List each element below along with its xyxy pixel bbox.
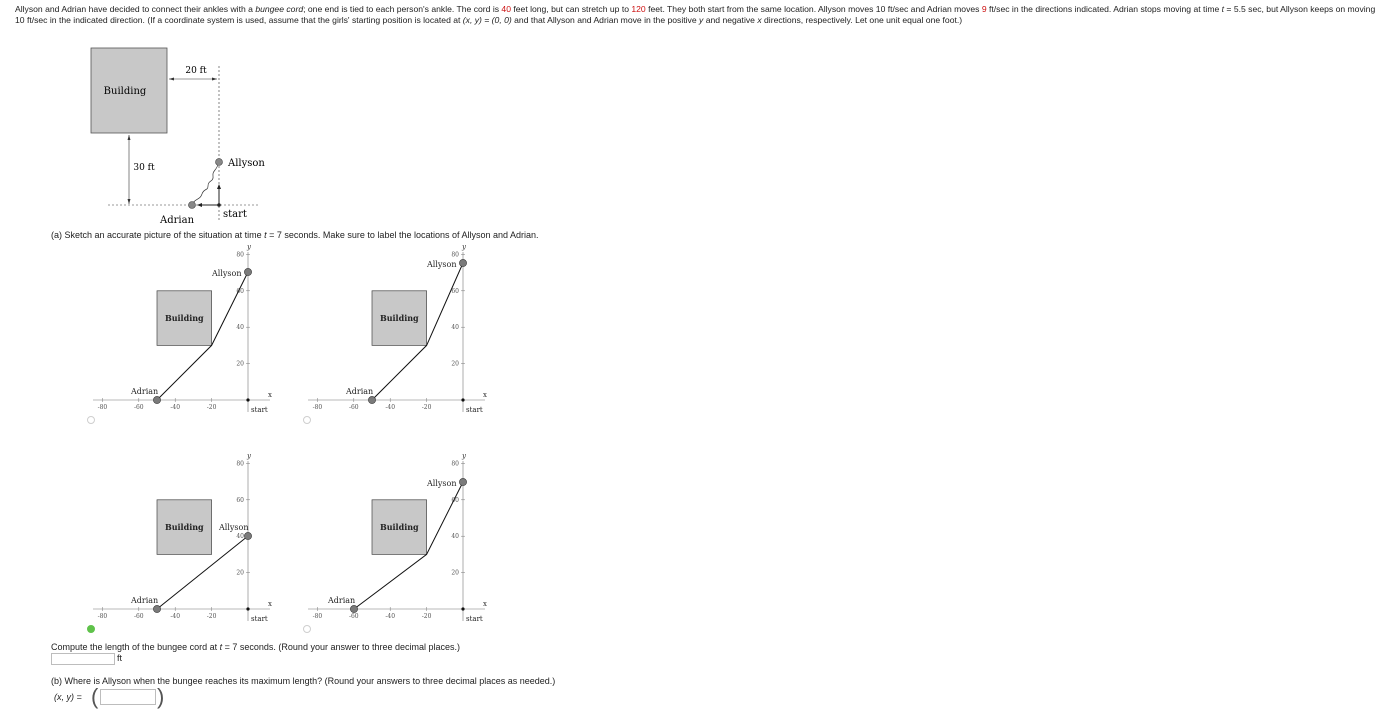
- adrian-label: Adrian: [346, 387, 374, 396]
- allyson-dot: [244, 532, 251, 539]
- x-tick-label: -80: [97, 404, 108, 411]
- building-label: Building: [103, 86, 147, 97]
- x-tick-label: -60: [133, 613, 144, 620]
- allyson-label: Allyson: [219, 523, 249, 532]
- option-4-radio[interactable]: [303, 625, 311, 633]
- y-tick-label: 60: [451, 287, 459, 295]
- y-tick-label: 60: [451, 496, 459, 504]
- x-axis-label: x: [268, 600, 272, 608]
- graph-option-2: [308, 243, 487, 414]
- x-tick-label: -60: [348, 613, 359, 620]
- y-tick-label: 80: [451, 251, 459, 259]
- adrian-label: Adrian: [328, 596, 356, 605]
- y-tick-label: 60: [236, 287, 244, 295]
- y-tick-label: 20: [451, 569, 459, 577]
- problem-statement: Allyson and Adrian have decided to connect their ankles with a bungee cord; one end is tied to each person's ankle. The cord is 40 feet long, but can stretch up to 120 feet. They both start from the same location. Allyson moves 10 ft/sec and Adrian moves 9 ft/sec in the directions indicated. Adrian stops moving at time t = 5.5 sec, but Allyson keeps on moving 10 ft/sec in the indicated direction. (If a coordinate system is used, assume that the girls' starting position is located at (x, y) = (0, 0) and that Allyson and Adrian move in the positive y and negative x directions, respectively. Let one unit equal one foot.): [15, 4, 1376, 26]
- y-axis-label: y: [247, 452, 251, 460]
- close-paren: ): [157, 684, 165, 709]
- x-tick-label: -20: [206, 613, 217, 620]
- y-tick-label: 20: [451, 360, 459, 368]
- y-tick-label: 80: [236, 460, 244, 468]
- adrian-speed-value: 9: [981, 4, 987, 14]
- adrian-label: Adrian: [131, 387, 159, 396]
- y-tick-label: 40: [236, 324, 244, 332]
- option-1-radio[interactable]: [87, 416, 95, 424]
- start-dot: [461, 398, 464, 401]
- y-tick-label: 40: [236, 533, 244, 541]
- adrian-label: Adrian: [131, 596, 159, 605]
- dim-30-label: 30 ft: [133, 163, 155, 173]
- x-tick-label: -80: [312, 613, 323, 620]
- x-tick-label: -20: [421, 613, 432, 620]
- x-axis-label: x: [483, 391, 487, 399]
- start-dot: [461, 607, 464, 610]
- cord-length-question: Compute the length of the bungee cord at t = 7 seconds. (Round your answer to three decimal places.): [51, 642, 461, 652]
- x-tick-label: -40: [170, 613, 181, 620]
- y-tick-label: 40: [451, 324, 459, 332]
- option-3-radio[interactable]: [87, 625, 95, 633]
- allyson-dot: [459, 478, 466, 485]
- y-tick-label: 60: [236, 496, 244, 504]
- dim-20-label: 20 ft: [185, 66, 207, 76]
- y-tick-label: 80: [451, 460, 459, 468]
- x-tick-label: -80: [97, 613, 108, 620]
- adrian-dot: [153, 605, 160, 612]
- building-label: Building: [379, 522, 419, 533]
- adrian-label: Adrian: [160, 215, 195, 226]
- allyson-label: Allyson: [212, 269, 242, 278]
- cord-length-input[interactable]: [51, 653, 115, 665]
- x-tick-label: -60: [133, 404, 144, 411]
- start-label: start: [251, 615, 268, 623]
- y-tick-label: 20: [236, 360, 244, 368]
- graph-option-1: [93, 243, 272, 414]
- allyson-dot: [459, 259, 466, 266]
- part-b-prompt: (b) Where is Allyson when the bungee reaches its maximum length? (Round your answers to three decimal places as needed.): [51, 676, 556, 686]
- y-axis-label: y: [247, 243, 251, 251]
- start-label: start: [466, 615, 483, 623]
- start-dot: [246, 607, 249, 610]
- x-axis-label: x: [268, 391, 272, 399]
- graph-option-4: [308, 452, 487, 623]
- allyson-position-input[interactable]: [100, 689, 156, 705]
- option-2-radio[interactable]: [303, 416, 311, 424]
- max-length-value: 120: [631, 4, 646, 14]
- y-axis-label: y: [462, 452, 466, 460]
- x-tick-label: -80: [312, 404, 323, 411]
- allyson-label: Allyson: [427, 479, 457, 488]
- building-label: Building: [379, 313, 419, 324]
- y-tick-label: 80: [236, 251, 244, 259]
- open-paren: (: [91, 684, 99, 709]
- x-tick-label: -40: [170, 404, 181, 411]
- start-label: start: [223, 209, 247, 220]
- allyson-dot: [244, 268, 251, 275]
- y-tick-label: 20: [236, 569, 244, 577]
- building-label: Building: [164, 522, 204, 533]
- x-tick-label: -20: [206, 404, 217, 411]
- adrian-dot: [350, 605, 357, 612]
- start-dot: [246, 398, 249, 401]
- x-tick-label: -40: [385, 613, 396, 620]
- x-axis-label: x: [483, 600, 487, 608]
- allyson-label: Allyson: [228, 158, 265, 169]
- x-tick-label: -40: [385, 404, 396, 411]
- building-label: Building: [164, 313, 204, 324]
- adrian-dot: [153, 396, 160, 403]
- y-tick-label: 40: [451, 533, 459, 541]
- start-label: start: [251, 406, 268, 414]
- graph-option-3: [93, 452, 272, 623]
- x-tick-label: -20: [421, 404, 432, 411]
- part-b-coord-label: (x, y) =: [54, 692, 82, 702]
- allyson-label: Allyson: [427, 260, 457, 269]
- part-a-prompt: (a) Sketch an accurate picture of the situation at time t = 7 seconds. Make sure to label the locations of Allyson and Adrian.: [51, 230, 539, 240]
- y-axis-label: y: [462, 243, 466, 251]
- x-tick-label: -60: [348, 404, 359, 411]
- cord-unit-label: ft: [117, 653, 123, 663]
- adrian-dot: [368, 396, 375, 403]
- start-label: start: [466, 406, 483, 414]
- cord-length-value: 40: [501, 4, 511, 14]
